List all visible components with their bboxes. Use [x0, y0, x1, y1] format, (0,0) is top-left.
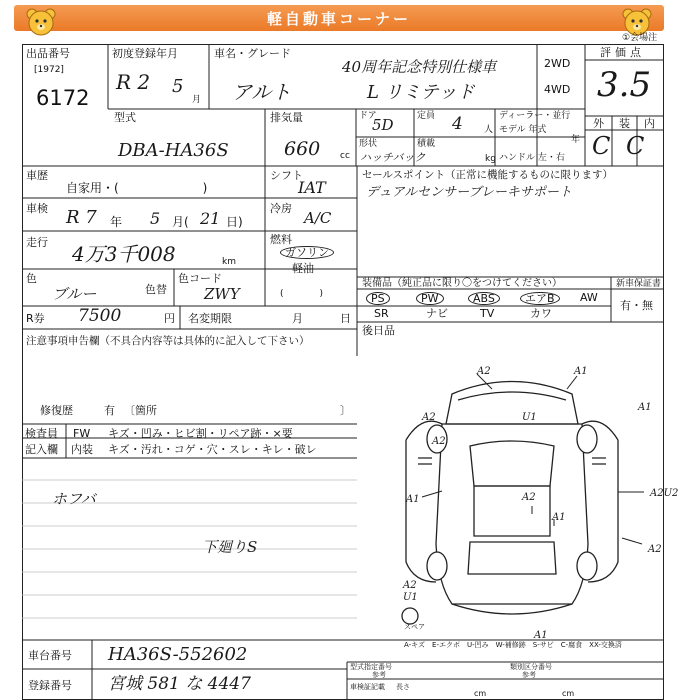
displacement-label: 排気量 [270, 111, 303, 124]
chassis-value: HA36S-552602 [108, 644, 248, 665]
venue-fragment: ①会場注 [622, 33, 658, 43]
banner-title: 軽自動車コーナー [266, 10, 411, 28]
auction-sheet [22, 44, 679, 700]
doors-label: ドア [359, 111, 377, 121]
capacity-label: 定員 [417, 111, 436, 121]
diagram-mark-7: A1 [406, 494, 420, 505]
certificate-label: 車検証記載 [350, 683, 385, 691]
equipment-abs: ABS [468, 292, 500, 305]
inspection-day: 21 [200, 209, 221, 228]
inspection-era: R 7 [66, 207, 97, 228]
lot-label: 出品番号 [26, 47, 70, 60]
recycle-label: R券 [26, 312, 45, 325]
spec-ref: 参考 [372, 671, 386, 679]
model-name: アルト [232, 80, 292, 104]
car-damage-diagram [22, 44, 679, 700]
model-grade-line2: L リミテッド [367, 82, 475, 103]
mileage-unit: km [222, 257, 236, 267]
category-number-label: 類別区分番号 [510, 663, 552, 671]
nameplate-month: 月 [292, 312, 303, 325]
diagram-mark-5: A2 [422, 412, 436, 423]
equipment-airbag: エアB [520, 292, 560, 305]
model-grade-line1: 40周年記念特別仕様車 [342, 58, 497, 76]
equipment-ps: PS [366, 292, 390, 305]
diagram-mark-14: A1 [534, 630, 548, 641]
nameplate-label: 名変期限 [188, 312, 232, 325]
spare-tire-label: スペア [404, 623, 425, 631]
equipment-sr: SR [374, 307, 389, 320]
handwritten-note-1: ホフバ [52, 490, 96, 508]
diagram-mark-13: U1 [403, 592, 418, 603]
nameplate-day: 日 [340, 312, 351, 325]
equipment-navi: ナビ [426, 307, 448, 320]
length-unit: cm [474, 689, 487, 698]
diagram-mark-10: A2U2 [650, 488, 679, 499]
score-int-label: 装 [619, 117, 630, 130]
score-ext-label: 外 [593, 117, 604, 130]
diagram-mark-8: A2 [522, 492, 536, 503]
diagram-mark-4: A1 [638, 402, 652, 413]
inspection-month: 5 [150, 209, 161, 228]
color-value: ブルー [52, 285, 97, 303]
regno-value: 宮城 581 な 4447 [108, 674, 251, 694]
shape-value: ハッチバック [360, 151, 426, 164]
inspection-year-unit: 年 [110, 215, 123, 229]
length-label: 長さ [396, 683, 410, 691]
usage-value: 自家用・( ) [66, 181, 208, 195]
sales-points-label: セールスポイント（正常に機能するものに限ります） [362, 169, 614, 181]
usage-label: 車歴 [26, 169, 48, 182]
load-label: 積載 [417, 139, 436, 149]
fuel-label: 燃料 [270, 233, 292, 246]
color-label: 色 [26, 272, 37, 285]
doors-value: 5D [372, 116, 394, 134]
recorder-interior: 内装 [71, 443, 93, 456]
diagram-mark-12: A2 [403, 580, 417, 591]
inspection-day-unit: 日) [226, 215, 243, 229]
color-code-label: 色コード [178, 272, 222, 285]
handle-label: ハンドル 左・右 [499, 153, 565, 163]
checker-fw: FW [73, 427, 91, 440]
mileage-label: 走行 [26, 236, 48, 249]
repair-close: 〕 [340, 404, 351, 417]
checker-items: キズ・凹み・ヒビ割・リペア跡・×要 [108, 427, 293, 440]
score-label: 評価点 [600, 46, 645, 59]
model-label: 車名・グレード [214, 47, 291, 60]
repair-label: 修復歴 [40, 404, 73, 417]
diagram-mark-1: A2 [477, 366, 491, 377]
model-year-unit: 年 [571, 135, 581, 145]
inspection-month-unit: 月( [172, 215, 189, 229]
checker-label: 検査員 [25, 427, 58, 440]
type-value: DBA-HA36S [118, 140, 229, 161]
score-ext-grade: C [592, 132, 611, 160]
capacity-value: 4 [452, 114, 463, 134]
diagram-mark-11: A2 [648, 544, 662, 555]
shape-label: 形状 [359, 139, 378, 149]
notes-label: 注意事項申告欄（不具合内容等は具体的に記入して下さい） [26, 335, 310, 347]
diagram-mark-3: U1 [522, 412, 537, 423]
repair-location: 〔箇所 [124, 404, 157, 417]
capacity-unit: 人 [484, 125, 494, 135]
model-year-label: モデル 年式 [499, 125, 547, 135]
diagram-mark-2: A1 [574, 366, 588, 377]
shift-label: シフト [270, 169, 303, 182]
dealer-label: ディーラー・並行 [499, 111, 571, 121]
category-ref: 参考 [522, 671, 536, 679]
diagram-mark-6: A2 [432, 436, 446, 447]
drive-2wd: 2WD [544, 57, 571, 70]
lot-number: 6172 [36, 86, 90, 110]
displacement-value: 660 [284, 138, 321, 160]
spec-number-label: 型式指定番号 [350, 663, 392, 671]
fuel-gasoline-circled: ガソリン [280, 246, 334, 259]
registration-month-unit: 月 [192, 95, 202, 105]
registration-month: 5 [172, 76, 184, 97]
score-value: 3.5 [597, 65, 652, 105]
load-unit: kg [485, 154, 496, 164]
warranty-value: 有・無 [620, 299, 653, 312]
mileage-value: 4万3千008 [72, 242, 176, 266]
regno-label: 登録番号 [28, 679, 72, 692]
type-label: 型式 [114, 111, 136, 124]
recorder-items: キズ・汚れ・コゲ・穴・スレ・キレ・破レ [108, 443, 317, 456]
cooling-value: A/C [304, 209, 332, 227]
repair-value: 有 [104, 404, 115, 417]
displacement-unit: cc [340, 151, 350, 161]
drive-4wd: 4WD [544, 83, 571, 96]
equipment-tv: TV [480, 307, 495, 320]
registration-label: 初度登録年月 [112, 47, 178, 60]
width-unit: cm [562, 689, 575, 698]
registration-era: R 2 [116, 70, 151, 94]
cooling-label: 冷房 [270, 202, 292, 215]
equipment-aw: AW [580, 291, 598, 304]
equipment-leather: カワ [530, 307, 552, 320]
color-code-value: ZWY [204, 285, 240, 303]
equipment-pw: PW [416, 292, 444, 305]
handwritten-note-2: 下廻りS [202, 538, 258, 556]
inspection-label: 車検 [26, 202, 48, 215]
recycle-unit: 円 [164, 312, 175, 325]
score-int2-label: 内 [644, 117, 655, 130]
chassis-label: 車台番号 [28, 649, 72, 662]
fuel-light-oil: 軽油 [292, 262, 314, 275]
diagram-legend: A-キズ E-エクボ U-凹み W-補修跡 S-サビ C-腐食 XX-交換済 [404, 641, 622, 649]
color-shade-label: 色替 [145, 283, 167, 296]
equipment-label: 装備品（純正品に限り〇をつけてください） [362, 278, 562, 289]
banner [14, 5, 664, 31]
warranty-label: 新車保証書 [616, 279, 662, 289]
fuel-paren: ( ) [280, 289, 324, 299]
shift-value: IAT [298, 178, 326, 197]
score-int-grade: C [626, 132, 645, 160]
recorder-label: 記入欄 [25, 443, 58, 456]
recycle-value: 7500 [78, 306, 122, 326]
sales-points-value: デュアルセンサーブレーキサポート [366, 185, 572, 200]
aftermarket-label: 後日品 [362, 324, 395, 337]
diagram-mark-9: A1 [552, 512, 566, 523]
lot-sub-number: [1972] [34, 65, 64, 75]
